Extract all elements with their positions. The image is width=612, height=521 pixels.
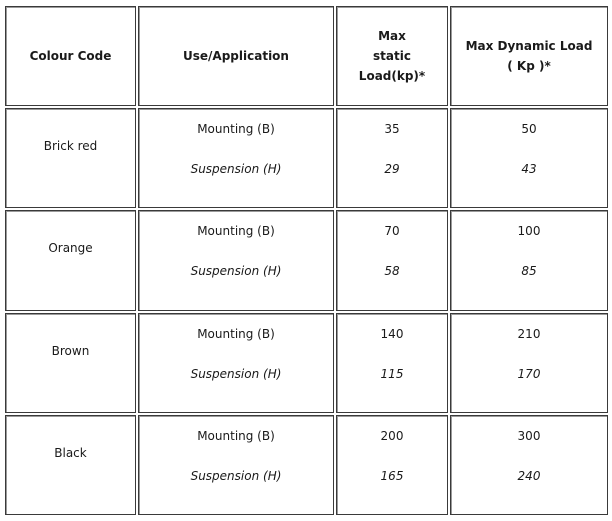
dynamic-suspension: 170 (517, 366, 541, 381)
colour-name: Black (54, 445, 87, 460)
use-mounting: Mounting (B) (197, 122, 275, 136)
colour-cell (5, 415, 136, 515)
use-mounting: Mounting (B) (197, 428, 275, 443)
dynamic-mounting: 210 (517, 326, 541, 341)
table-row (5, 210, 608, 310)
use-suspension: Suspension (H) (190, 468, 282, 483)
static-mounting: 35 (384, 122, 400, 136)
use-cell (138, 415, 334, 515)
dynamic-suspension: 85 (521, 264, 537, 279)
colour-name: Orange (48, 241, 93, 256)
table-row (5, 415, 608, 515)
header-max-static-line3: Load(kp)* (358, 69, 426, 83)
colour-cell (5, 313, 136, 413)
header-max-dynamic-line2: ( Kp )* (507, 59, 551, 73)
header-row (5, 6, 608, 106)
static-cell (336, 108, 448, 208)
static-cell (336, 415, 448, 515)
dynamic-mounting: 100 (517, 224, 541, 239)
dynamic-suspension: 240 (517, 468, 541, 483)
header-max-static-line1: Max (378, 29, 406, 43)
static-suspension: 115 (380, 366, 404, 381)
static-suspension: 29 (384, 162, 400, 176)
static-cell (336, 210, 448, 310)
colour-name: Brick red (43, 139, 98, 154)
static-mounting: 140 (380, 326, 404, 341)
static-suspension: 58 (384, 264, 400, 279)
header-max-static-load (336, 6, 448, 106)
use-suspension: Suspension (H) (190, 162, 282, 176)
use-mounting: Mounting (B) (197, 224, 275, 239)
use-cell (138, 210, 334, 310)
header-max-dynamic-line1: Max Dynamic Load (465, 39, 593, 53)
dynamic-suspension: 43 (521, 162, 537, 176)
header-colour-code: Colour Code (5, 6, 136, 106)
header-max-dynamic-load (450, 6, 608, 106)
static-mounting: 200 (380, 428, 404, 443)
dynamic-mounting: 50 (521, 122, 537, 136)
colour-name: Brown (51, 343, 90, 358)
use-suspension: Suspension (H) (190, 366, 282, 381)
dynamic-cell (450, 415, 608, 515)
static-cell (336, 313, 448, 413)
header-max-static-line2: static (373, 49, 411, 63)
dynamic-cell (450, 108, 608, 208)
static-mounting: 70 (384, 224, 400, 239)
use-mounting: Mounting (B) (197, 326, 275, 341)
dynamic-cell (450, 210, 608, 310)
use-suspension: Suspension (H) (190, 264, 282, 279)
dynamic-mounting: 300 (517, 428, 541, 443)
colour-cell (5, 210, 136, 310)
static-suspension: 165 (380, 468, 404, 483)
table-row (5, 313, 608, 413)
table-row (5, 108, 608, 208)
header-use-application: Use/Application (138, 6, 334, 106)
dynamic-cell (450, 313, 608, 413)
use-cell (138, 108, 334, 208)
load-rating-table (3, 4, 610, 517)
use-cell (138, 313, 334, 413)
colour-cell (5, 108, 136, 208)
